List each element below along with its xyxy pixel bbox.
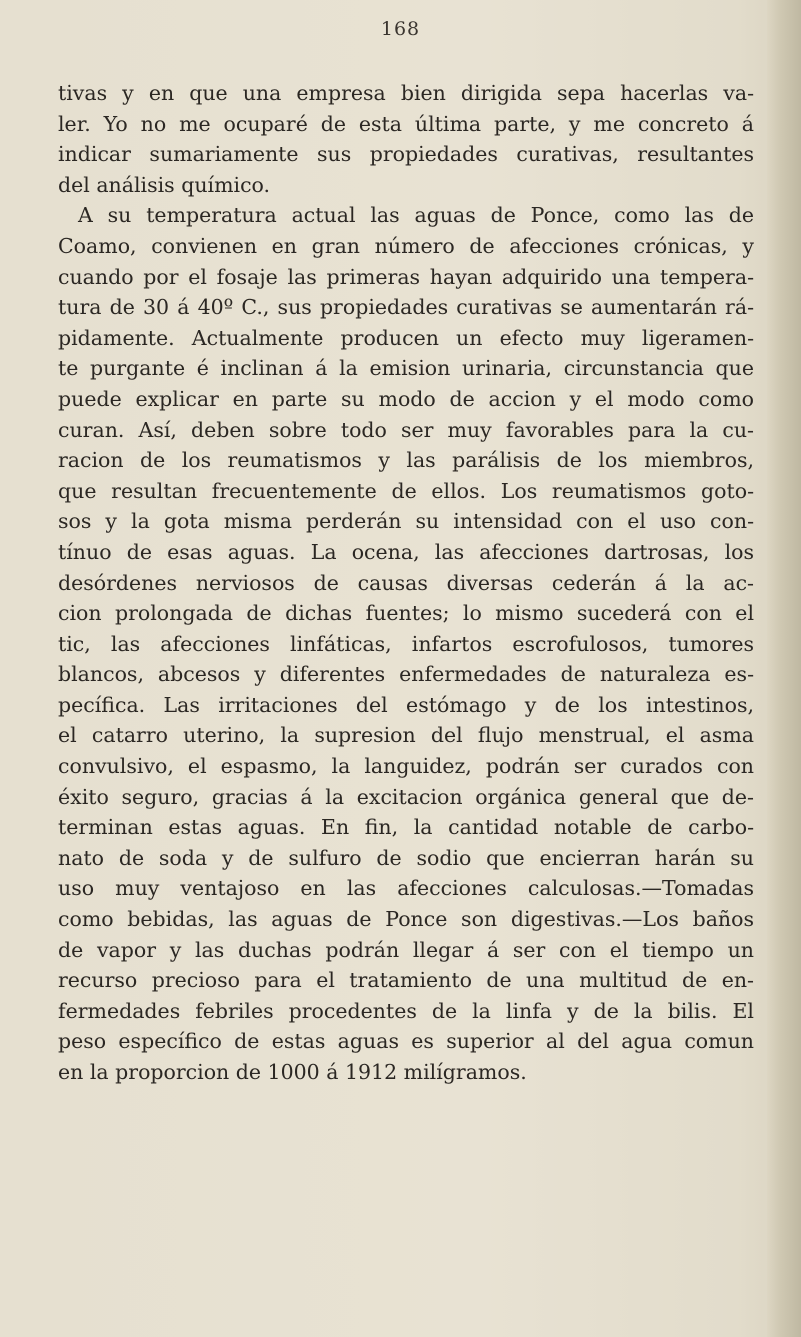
text-line: te purgante é inclinan á la emision urinaria, circunstancia que xyxy=(58,356,754,381)
text-line: pidamente. Actualmente producen un efecto muy ligeramen- xyxy=(58,325,754,350)
text-line: A su temperatura actual las aguas de Ponce, como las de xyxy=(78,203,754,228)
text-line: puede explicar en parte su modo de accion y el modo como xyxy=(58,386,754,411)
text-line: sos y la gota misma perderán su intensidad con el uso con- xyxy=(58,509,754,534)
body-text xyxy=(58,78,754,1088)
text-line: uso muy ventajoso en las afecciones calculosas.—Tomadas xyxy=(58,876,754,901)
text-line: racion de los reumatismos y las parálisis de los miembros, xyxy=(58,448,754,473)
text-line: convulsivo, el espasmo, la languidez, podrán ser curados con xyxy=(58,754,754,779)
text-line: recurso precioso para el tratamiento de una multitud de en- xyxy=(58,968,754,993)
text-line: indicar sumariamente sus propiedades curativas, resultantes xyxy=(58,142,754,167)
text-line: Coamo, convienen en gran número de afecciones crónicas, y xyxy=(58,233,754,258)
text-line: como bebidas, las aguas de Ponce son digestivas.—Los baños xyxy=(58,907,754,932)
text-line: el catarro uterino, la supresion del flujo menstrual, el asma xyxy=(58,723,754,748)
text-line: nato de soda y de sulfuro de sodio que encierran harán su xyxy=(58,845,754,870)
text-line: curan. Así, deben sobre todo ser muy favorables para la cu- xyxy=(58,417,754,442)
text-line: desórdenes nerviosos de causas diversas cederán á la ac- xyxy=(58,570,754,595)
text-line: tura de 30 á 40º C., sus propiedades curativas se aumentarán rá- xyxy=(58,295,754,320)
text-line: ler. Yo no me ocuparé de esta última parte, y me concreto á xyxy=(58,111,754,136)
text-line: del análisis químico. xyxy=(58,172,271,197)
text-line: blancos, abcesos y diferentes enfermedades de naturaleza es- xyxy=(58,662,754,687)
text-line: pecífica. Las irritaciones del estómago y de los intestinos, xyxy=(58,692,754,717)
text-line: tivas y en que una empresa bien dirigida sepa hacerlas va- xyxy=(58,81,754,105)
text-line: en la proporcion de 1000 á 1912 milígramos. xyxy=(58,1060,527,1084)
text-line: que resultan frecuentemente de ellos. Los reumatismos goto- xyxy=(58,478,754,503)
page-edge-shadow xyxy=(767,0,801,1337)
text-line: cion prolongada de dichas fuentes; lo mismo sucederá con el xyxy=(58,601,754,626)
text-line: cuando por el fosaje las primeras hayan adquirido una tempera- xyxy=(58,264,754,289)
text-line: tic, las afecciones linfáticas, infartos escrofulosos, tumores xyxy=(58,631,754,656)
text-line: éxito seguro, gracias á la excitacion orgánica general que de- xyxy=(58,784,754,809)
text-line: de vapor y las duchas podrán llegar á ser con el tiempo un xyxy=(58,937,754,962)
text-line: terminan estas aguas. En fin, la cantidad notable de carbo- xyxy=(58,815,754,840)
text-line: tínuo de esas aguas. La ocena, las afecciones dartrosas, los xyxy=(58,539,754,564)
text-line: fermedades febriles procedentes de la linfa y de la bilis. El xyxy=(58,998,754,1023)
page-number: 168 xyxy=(380,18,421,40)
text-line: peso específico de estas aguas es superior al del agua comun xyxy=(58,1029,754,1054)
